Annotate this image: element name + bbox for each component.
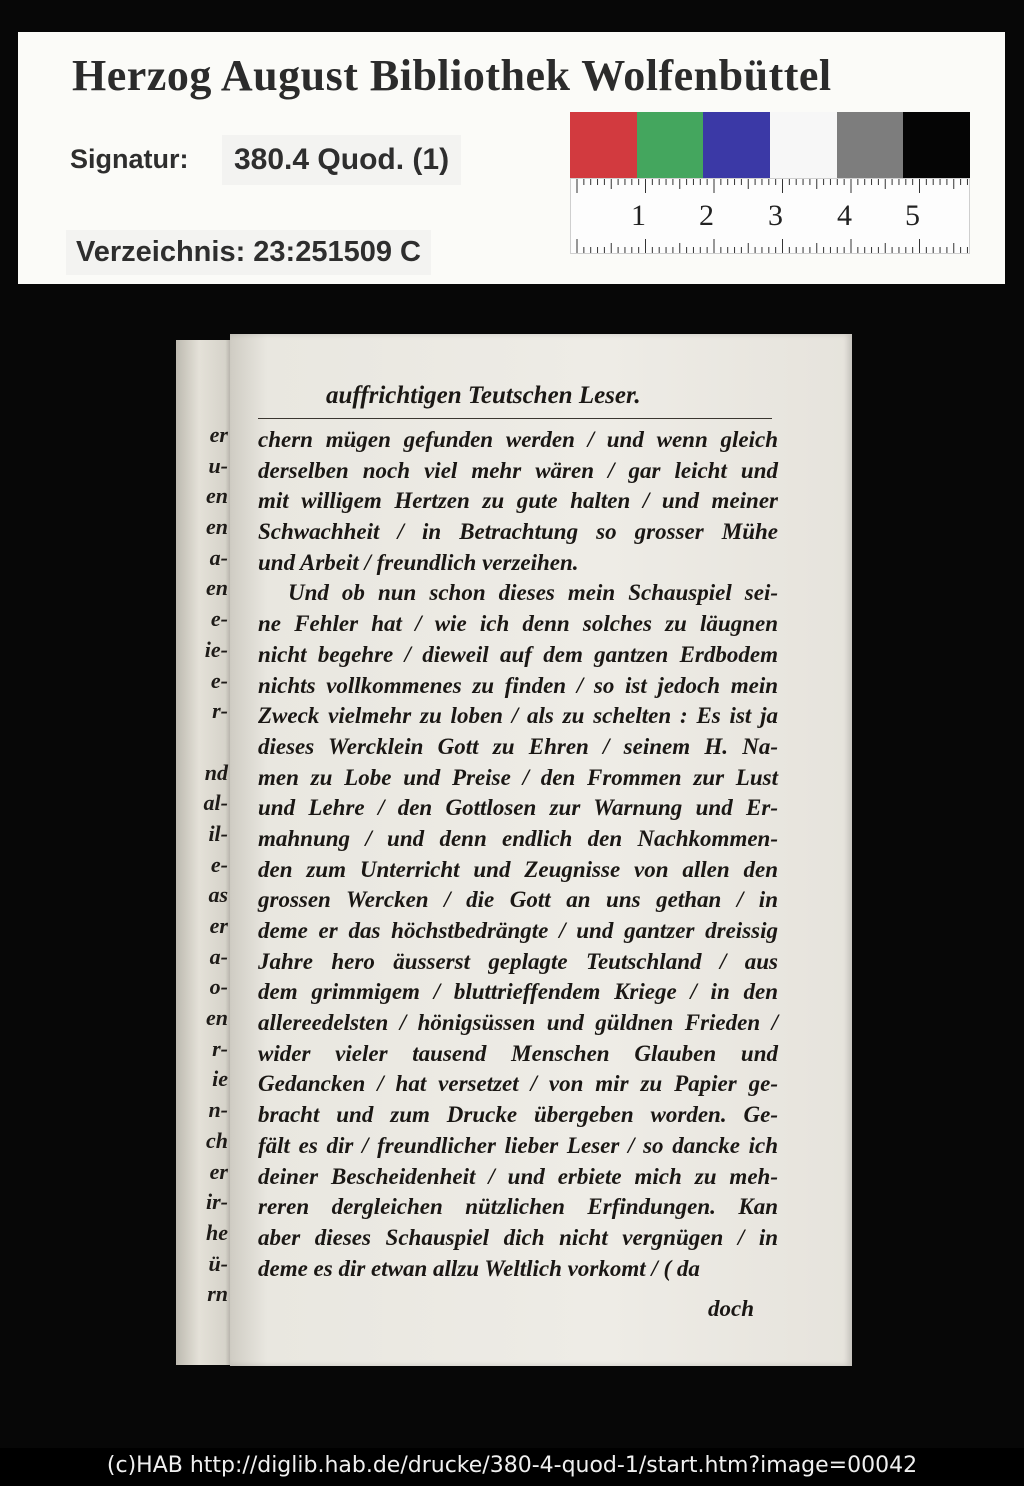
text-line: nichts vollkommenes zu finden / so ist jedoch mein: [258, 672, 778, 698]
book-page: [230, 334, 852, 1366]
text-line: Schwachheit / in Betrachtung so grosser Mühe: [258, 519, 778, 545]
verzeichnis-label: Verzeichnis: 23:251509 C: [66, 230, 431, 275]
facing-page-fragment: n-: [208, 1097, 228, 1123]
facing-page-fragment: u-: [208, 452, 228, 478]
facing-page-fragment: ie: [212, 1066, 228, 1092]
text-line: men zu Lobe und Preise / den Frommen zur Lust: [258, 764, 778, 790]
signatur-label: Signatur:: [70, 144, 189, 174]
text-line: allereedelsten / hönigsüssen und güldnen Frieden /: [258, 1010, 778, 1036]
text-line: derselben noch viel mehr wären / gar leicht und: [258, 457, 778, 483]
color-swatch: [770, 112, 837, 178]
color-swatch: [703, 112, 770, 178]
facing-page-fragment: rn: [207, 1281, 228, 1307]
facing-page-text-fragments: [176, 420, 232, 1310]
head-rule: [258, 418, 772, 419]
text-line: mit willigem Hertzen zu gute halten / und meiner: [258, 488, 778, 514]
measurement-ruler: [570, 178, 970, 254]
text-line: und Arbeit / freundlich verzeihen.: [258, 549, 579, 575]
facing-page-fragment: a-: [209, 544, 228, 570]
facing-page-fragment: he: [206, 1219, 228, 1245]
catchword: doch: [708, 1296, 754, 1321]
text-line: deme er das höchstbedrängte / und gantzer dreissig: [258, 918, 778, 943]
facing-page-fragment: al-: [203, 790, 228, 816]
facing-page-fragment: er: [209, 422, 228, 447]
page-text-block: [258, 424, 778, 1283]
text-line: aber dieses Schauspiel dich nicht vergnügen / in: [258, 1224, 778, 1250]
facing-page-fragment: ie-: [204, 636, 228, 662]
text-line: den zum Unterricht und Zeugnisse von allen den: [258, 856, 778, 882]
facing-page-fragment: nd: [204, 759, 228, 785]
text-line: Gedancken / hat versetzet / von mir zu Papier ge-: [258, 1071, 778, 1097]
facing-page-fragment: en: [206, 1005, 228, 1031]
text-line: nicht begehre / dieweil auf dem gantzen Erdbodem: [258, 641, 778, 667]
text-line: Und ob nun schon dieses mein Schauspiel sei-: [288, 580, 778, 606]
text-line: grossen Wercken / die Gott an uns gethan / in: [258, 887, 778, 913]
facing-page-fragment: a-: [209, 943, 228, 969]
text-line: wider vieler tausend Menschen Glauben und: [258, 1040, 778, 1066]
text-line: dem grimmigem / bluttrieffendem Kriege / in den: [258, 979, 778, 1005]
facing-page-fragment: en: [206, 575, 228, 601]
color-swatch: [903, 112, 970, 178]
facing-page-fragment: er: [209, 1158, 228, 1184]
text-line: mahnung / und denn endlich den Nachkommen-: [258, 825, 778, 851]
ruler-number: 1: [631, 199, 646, 232]
facing-page-fragment: e-: [210, 667, 228, 693]
text-line: deiner Bescheidenheit / und erbiete mich zu meh-: [258, 1163, 778, 1189]
facing-page-fragment: er: [209, 913, 228, 938]
text-line: Jahre hero äusserst geplagte Teutschland / aus: [258, 948, 778, 974]
facing-page-fragment: il-: [208, 820, 228, 846]
facing-page-fragment: en: [206, 483, 228, 509]
facing-page-fragment: ir-: [206, 1189, 228, 1215]
text-line: fält es dir / freundlicher lieber Leser / so dancke ich: [258, 1132, 778, 1158]
ruler-number: 3: [768, 199, 783, 232]
library-card: [18, 32, 1005, 284]
text-line: Zweck vielmehr zu loben / als zu schelten : Es ist ja: [258, 703, 778, 729]
color-calibration-strip: [570, 112, 970, 178]
facing-page-fragment: [176, 727, 232, 758]
facing-page-fragment: o-: [209, 974, 228, 1000]
text-line: ne Fehler hat / wie ich denn solches zu läugnen: [258, 611, 778, 637]
color-swatch: [837, 112, 904, 178]
ruler-number: 4: [837, 199, 852, 232]
facing-page-fragment: r-: [212, 1035, 228, 1061]
facing-page-fragment: ü-: [208, 1250, 228, 1276]
text-line: bracht und zum Drucke übergeben worden. Ge-: [258, 1102, 778, 1128]
text-line: deme es dir etwan allzu Weltlich vorkomt / ( da: [258, 1255, 700, 1281]
text-line: dieses Wercklein Gott zu Ehren / seinem H. Na-: [258, 733, 778, 759]
text-line: und Lehre / den Gottlosen zur Warnung und Er-: [258, 795, 778, 821]
running-head: auffrichtigen Teutschen Leser.: [326, 382, 641, 409]
ruler-number: 2: [699, 199, 714, 232]
text-line: chern mügen gefunden werden / und wenn gleich: [258, 427, 778, 452]
color-swatch: [570, 112, 637, 178]
facing-page-fragment: r-: [212, 698, 228, 724]
facing-page-fragment: e-: [210, 606, 228, 632]
library-title: Herzog August Bibliothek Wolfenbüttel: [72, 51, 832, 100]
facing-page-fragment: ch: [206, 1127, 228, 1153]
facing-page-fragment: as: [208, 882, 228, 908]
facing-page-fragment: en: [206, 514, 228, 540]
signatur-value: 380.4 Quod. (1): [222, 135, 461, 185]
facing-page-fragment: e-: [210, 851, 228, 877]
copyright-footer: (c)HAB http://diglib.hab.de/drucke/380-4-quod-1/start.htm?image=00042: [0, 1448, 1024, 1486]
color-swatch: [637, 112, 704, 178]
ruler-number: 5: [905, 199, 920, 232]
text-line: reren dergleichen nützlichen Erfindungen. Kan: [258, 1194, 778, 1220]
